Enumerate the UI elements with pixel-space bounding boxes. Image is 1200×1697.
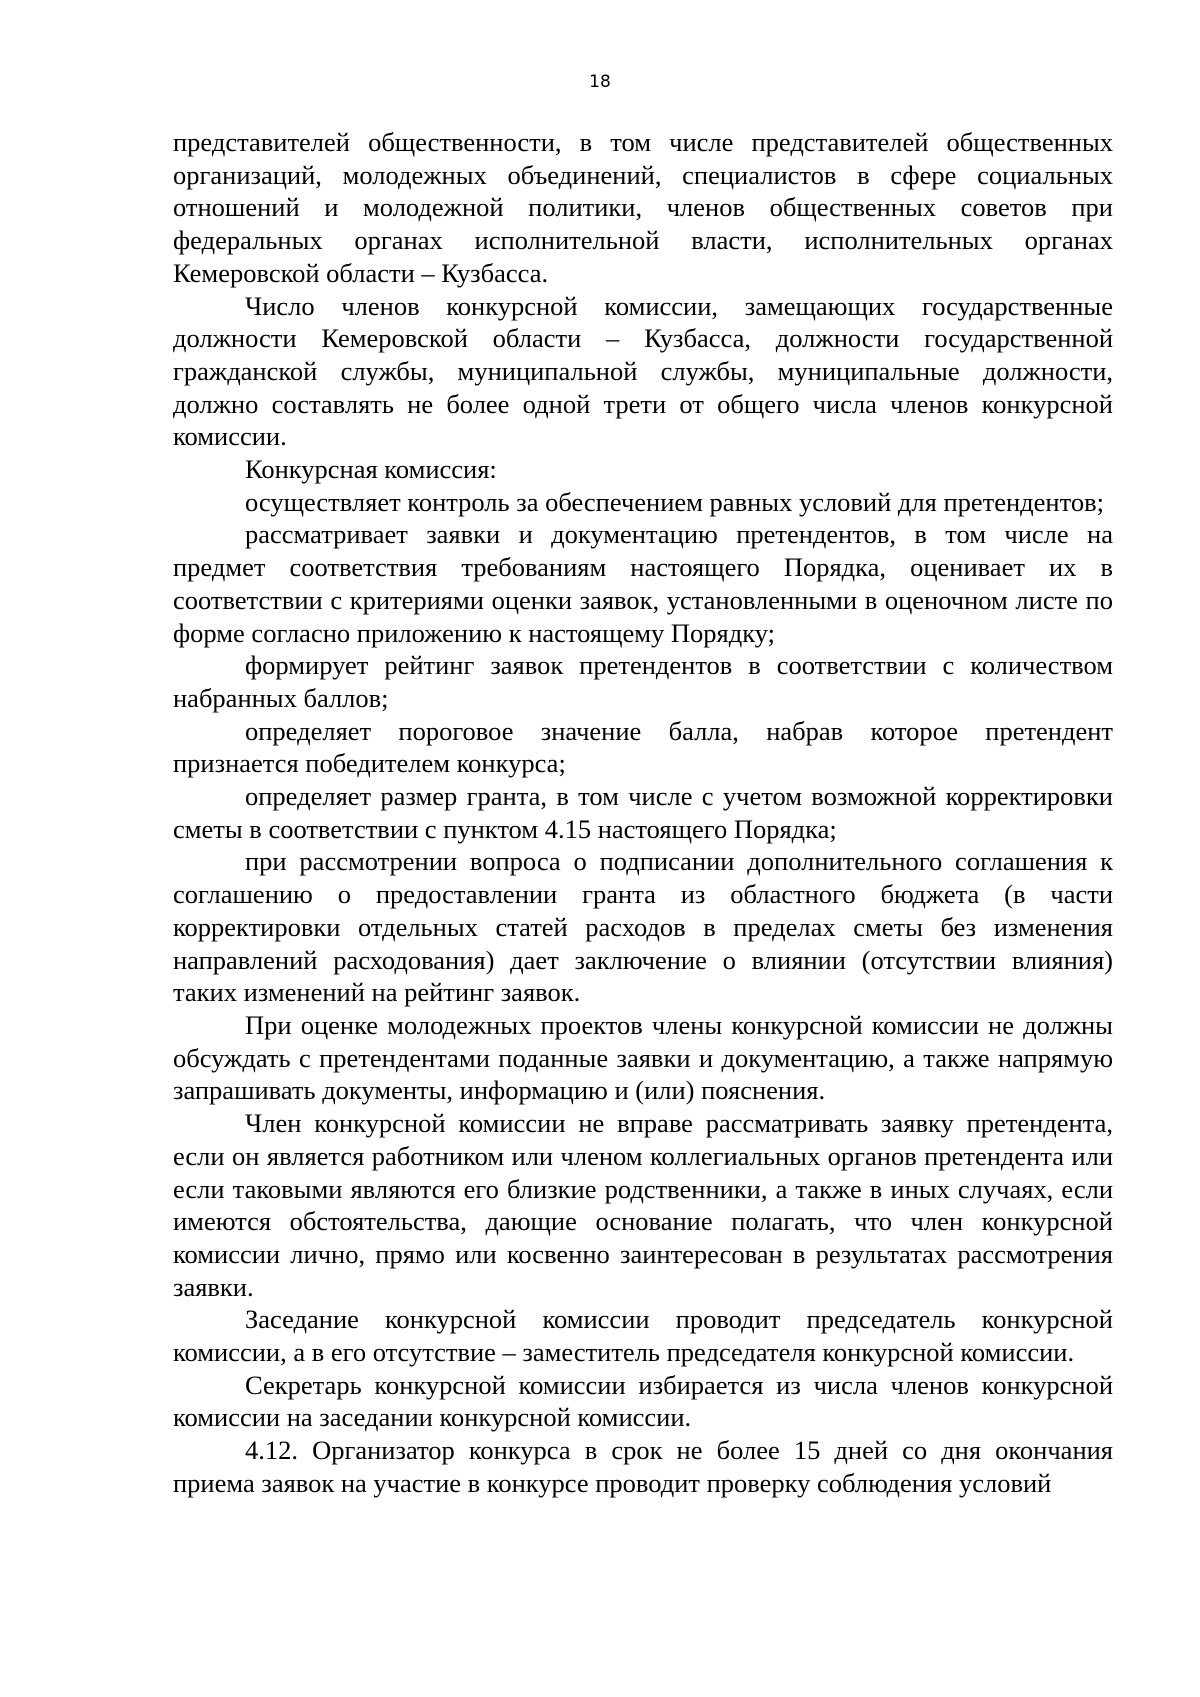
paragraph: представителей общественности, в том числе представителей общественных организаций, молодежных объединений, специалистов в сфере социальных отношений и молодежной политики, членов общественных советов при федеральных органах исполнительной власти, исполнительных органах Кемеровской области – Кузбасса. <box>173 127 1113 288</box>
paragraph: 4.12. Организатор конкурса в срок не более 15 дней со дня окончания приема заявок на участие в конкурсе проводит проверку соблюдения условий <box>173 1435 1113 1498</box>
paragraph: формирует рейтинг заявок претендентов в соответствии с количеством набранных баллов; <box>173 650 1113 713</box>
paragraph: При оценке молодежных проектов члены конкурсной комиссии не должны обсуждать с претендентами поданные заявки и документацию, а также напрямую запрашивать документы, информацию и (или) пояснения. <box>173 1009 1113 1106</box>
paragraph: осуществляет контроль за обеспечением равных условий для претендентов; <box>245 486 1104 517</box>
paragraph: определяет размер гранта, в том числе с учетом возможной корректировки сметы в соответствии с пунктом 4.15 настоящего Порядка; <box>173 781 1113 844</box>
paragraph: определяет пороговое значение балла, набрав которое претендент признается победителем конкурса; <box>173 715 1113 779</box>
page-number: 18 <box>589 72 611 92</box>
paragraph: Заседание конкурсной комиссии проводит председатель конкурсной комиссии, а в его отсутствие – заместитель председателя конкурсной комиссии. <box>173 1304 1113 1368</box>
paragraph: Член конкурсной комиссии не вправе рассматривать заявку претендента, если он является работником или членом коллегиальных органов претендента или если таковыми являются его близкие родственники, а также в иных случаях, если имеются обстоятельства, дающие основание полагать, что член конкурсной комиссии лично, прямо или косвенно заинтересован в результатах рассмотрения заявки. <box>173 1108 1113 1302</box>
paragraph: Число членов конкурсной комиссии, замещающих государственные должности Кемеровской области – Кузбасса, должности государственной гражданской службы, муниципальной службы, муниципальные должности, должно составлять не более одной трети от общего числа членов конкурсной комиссии. <box>173 290 1113 452</box>
paragraph: Конкурсная комиссия: <box>245 454 497 485</box>
document-body <box>173 126 1113 1500</box>
paragraph: при рассмотрении вопроса о подписании дополнительного соглашения к соглашению о предоставлении гранта из областного бюджета (в части корректировки отдельных статей расходов в пределах сметы без изменения направлений расходования) дает заключение о влиянии (отсутствии влияния) таких изменений на рейтинг заявок. <box>173 846 1113 1008</box>
paragraph: рассматривает заявки и документацию претендентов, в том числе на предмет соответствия требованиям настоящего Порядка, оценивает их в соответствии с критериями оценки заявок, установленными в оценочном листе по форме согласно приложению к настоящему Порядку; <box>173 519 1113 648</box>
paragraph: Секретарь конкурсной комиссии избирается из числа членов конкурсной комиссии на заседании конкурсной комиссии. <box>173 1369 1113 1433</box>
